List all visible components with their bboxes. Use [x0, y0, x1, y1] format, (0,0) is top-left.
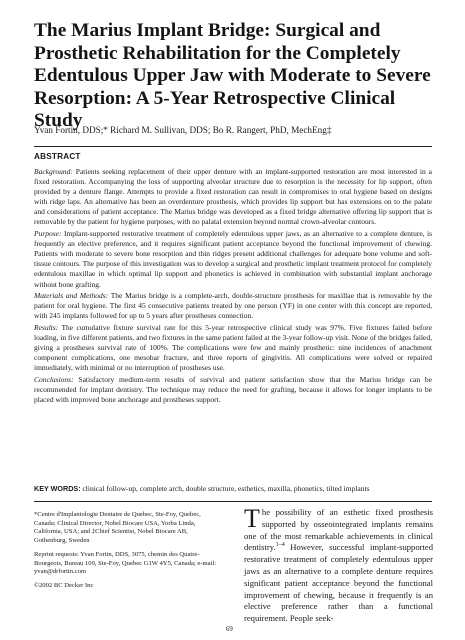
- abstract-label: Background:: [34, 167, 73, 176]
- keywords-label: KEY WORDS:: [34, 484, 81, 493]
- abstract-text: Satisfactory medium-term results of survival and patient satisfaction show that the Marius bridge can be recommended for implant dentistry. The technique may reduce the need for grafting, because it allows for longer implants to be placed with improved bone anchorage and prostheses support.: [34, 374, 432, 405]
- article-title: The Marius Implant Bridge: Surgical and Prosthetic Rehabilitation for the Completely Edentulous Upper Jaw with Moderate to Severe Resorption: A 5-Year Retrospective Clinical Study: [34, 20, 431, 131]
- abstract-background: [34, 167, 432, 228]
- body-text-column: [244, 504, 433, 625]
- body-text-continued: However, successful implant-supported restorative treatment of completely edentulous upper jaws as an alternative to a complete denture requires significant patient acceptance beyond the functional improvement of chewing, because it frequently is an elective preference rather than a functional requirement. People seek-: [244, 542, 433, 624]
- abstract-methods: [34, 291, 432, 321]
- copyright-footnote: ©2002 BC Decker Inc: [34, 581, 94, 589]
- reprint-footnote: Reprint requests: Yvan Fortin, DDS, 3075, chemin des Quatre-Bourgeois, Bureau 109, Ste-Foy, Quebec G1W 4Y5, Canada; e-mail: yvan@drfortin.com: [34, 550, 217, 576]
- abstract-results: [34, 323, 432, 373]
- keywords-text: clinical follow-up, complete arch, double structure, esthetics, maxilla, phonetics, tilted implants: [80, 484, 370, 493]
- abstract-text: Implant-supported restorative treatment of completely edentulous upper jaws, as an alternative to a complete denture, is frequently an elective preference, and it requires significant patient acceptance beyond the functional improvement of chewing. Patients with moderate to severe bone resorption and thin ridges present additional challenges for adequate bone volume and soft-tissue contours. The purpose of this investigation was to develop a surgical and prosthetic implant treatment protocol for completely edentulous maxillae in which optimal lip support and phonetics is achieved in combination with substantial implant anchorage without bone grafting.: [34, 229, 432, 289]
- page-number: 69: [226, 626, 233, 633]
- abstract-conclusions: [34, 375, 432, 405]
- abstract-bottom-divider: [34, 501, 432, 502]
- citation-superscript: 1–4: [275, 542, 285, 549]
- abstract-text: The cumulative fixture survival rate for this 5-year retrospective clinical study was 97%. Five fixtures failed before loading, in five different patients, and two fixtures in the same patient failed at the 3-year follow-up visit. None of the bridges failed, giving a prostheses survival rate of 100%. The complications were few and mainly prosthetic: nine incidences of attachment component complications, one mesobar fracture, and three reports of gingivitis. All complications were solved or repaired immediately, with minimal or no interruption of prostheses use.: [34, 322, 432, 373]
- footnotes: [34, 511, 220, 596]
- abstract-purpose: [34, 229, 432, 290]
- abstract-text: Patients seeking replacement of their upper denture with an implant-supported restoration are most interested in a fixed restoration. Accompanying the loss of supporting alveolar structure due to resorption is the necessity for lip support, often provided by a denture flange. Attempts to provide a fixed restoration can result in compromises to oral hygiene based on designs with ridge laps. An alternative has been an overdenture prosthesis, which provides lip support but has extensions on to the palate and considerations of patient acceptance. The Marius bridge was developed as a fixed bridge alternative offering lip support that is removable by the patient for hygiene purposes, with no palatal extension beyond normal crown-alveolar contours.: [34, 167, 432, 227]
- body-text: he possibility of an esthetic fixed prosthesis supported by osseointegrated implants remains one of the most remarkable achievements in clinical dentistry.: [244, 507, 433, 553]
- abstract-label: Conclusions:: [34, 374, 74, 384]
- top-divider: [34, 146, 432, 147]
- abstract-label: Purpose:: [34, 229, 62, 239]
- abstract-label: Materials and Methods:: [34, 291, 109, 301]
- author-list: Yvan Fortin, DDS;* Richard M. Sullivan, DDS; Bo R. Rangert, PhD, MechEng‡: [34, 125, 332, 135]
- affiliation-footnote: *Centre d'Implantologie Dentaire de Quebec, Ste-Foy, Quebec, Canada; Clinical Director, Nobel Biocare USA, Yorba Linda, California, USA; and ‡Chief Scientist, Nobel Biocare AB, Gothenburg, Sweden: [34, 511, 201, 545]
- abstract-heading: ABSTRACT: [34, 152, 81, 161]
- drop-cap: T: [244, 504, 260, 533]
- keywords-line: [34, 484, 432, 494]
- abstract-text: The Marius bridge is a complete-arch, double-structure prosthesis for maxillae that is removable by the patient for oral hygiene. The first 45 consecutive patients treated by one person (YF) in one center with this concept are reported, with 245 implants followed for up to 5 years after prostheses connection.: [34, 291, 432, 321]
- abstract-label: Results:: [34, 322, 59, 332]
- abstract-body: [34, 167, 432, 407]
